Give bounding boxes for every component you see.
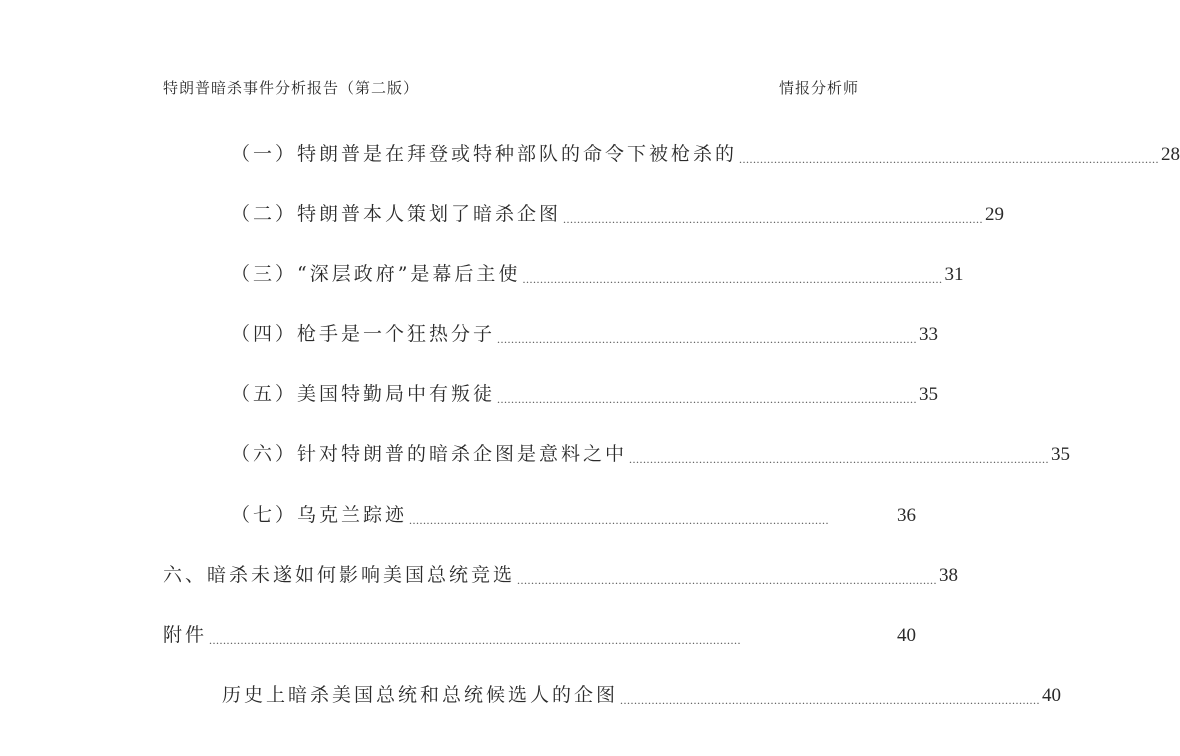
toc-dot-leader: ........................................................................................................................ bbox=[629, 452, 1050, 466]
toc-entry[interactable] bbox=[231, 380, 939, 409]
toc-entry-page: 31 bbox=[944, 264, 964, 285]
toc-entry[interactable] bbox=[163, 561, 959, 590]
toc-entry-page: 29 bbox=[985, 204, 1005, 225]
toc-dot-leader: ........................................................................................................................................................ bbox=[209, 633, 742, 647]
toc-entry[interactable] bbox=[163, 621, 916, 650]
toc-dot-leader: ........................................................................................................................ bbox=[620, 693, 1041, 707]
toc-entry-label: （三）“深层政府”是幕后主使 bbox=[231, 263, 521, 285]
toc-entry-label: （五）美国特勤局中有叛徒 bbox=[231, 383, 496, 405]
toc-entry[interactable] bbox=[231, 440, 1071, 469]
toc-entry-label: （二）特朗普本人策划了暗杀企图 bbox=[231, 203, 562, 225]
toc-entry-page: 40 bbox=[897, 625, 916, 646]
toc-dot-leader: ........................................................................................................................ bbox=[563, 212, 984, 226]
toc-entry-label: （六）针对特朗普的暗杀企图是意料之中 bbox=[231, 443, 628, 465]
running-header-author: 情报分析师 bbox=[779, 79, 860, 97]
toc-entry[interactable] bbox=[231, 260, 964, 289]
toc-entry-label: 六、暗杀未遂如何影响美国总统竞选 bbox=[163, 564, 516, 586]
toc-dot-leader: ........................................................................................................................ bbox=[409, 513, 830, 527]
toc-entry-page: 40 bbox=[1042, 685, 1062, 706]
toc-entry-page: 35 bbox=[919, 384, 939, 405]
toc-entry-label: （一）特朗普是在拜登或特种部队的命令下被枪杀的 bbox=[231, 143, 738, 165]
running-header-title: 特朗普暗杀事件分析报告（第二版） bbox=[163, 79, 420, 97]
toc-dot-leader: ........................................................................................................................ bbox=[739, 152, 1160, 166]
toc-entry[interactable] bbox=[231, 501, 916, 530]
toc-dot-leader: ........................................................................................................................ bbox=[517, 573, 938, 587]
toc-entry[interactable] bbox=[222, 681, 1062, 710]
toc-entry-label: （四）枪手是一个狂热分子 bbox=[231, 323, 496, 345]
toc-entry[interactable] bbox=[231, 320, 939, 349]
toc-entry-page: 38 bbox=[939, 565, 959, 586]
toc-entry-label: （七）乌克兰踪迹 bbox=[231, 504, 408, 526]
toc-entry-label: 历史上暗杀美国总统和总统候选人的企图 bbox=[222, 684, 619, 706]
toc-dot-leader: ........................................................................................................................ bbox=[522, 272, 943, 286]
toc-dot-leader: ........................................................................................................................ bbox=[497, 392, 918, 406]
toc-entry-label: 附件 bbox=[163, 624, 208, 646]
toc-dot-leader: ........................................................................................................................ bbox=[497, 332, 918, 346]
toc-entry[interactable] bbox=[231, 200, 1005, 229]
toc-entry[interactable] bbox=[231, 140, 1180, 169]
toc-entry-page: 28 bbox=[1161, 144, 1180, 165]
toc-entry-page: 33 bbox=[919, 324, 939, 345]
toc-entry-page: 36 bbox=[897, 505, 916, 526]
toc-entry-page: 35 bbox=[1051, 444, 1071, 465]
